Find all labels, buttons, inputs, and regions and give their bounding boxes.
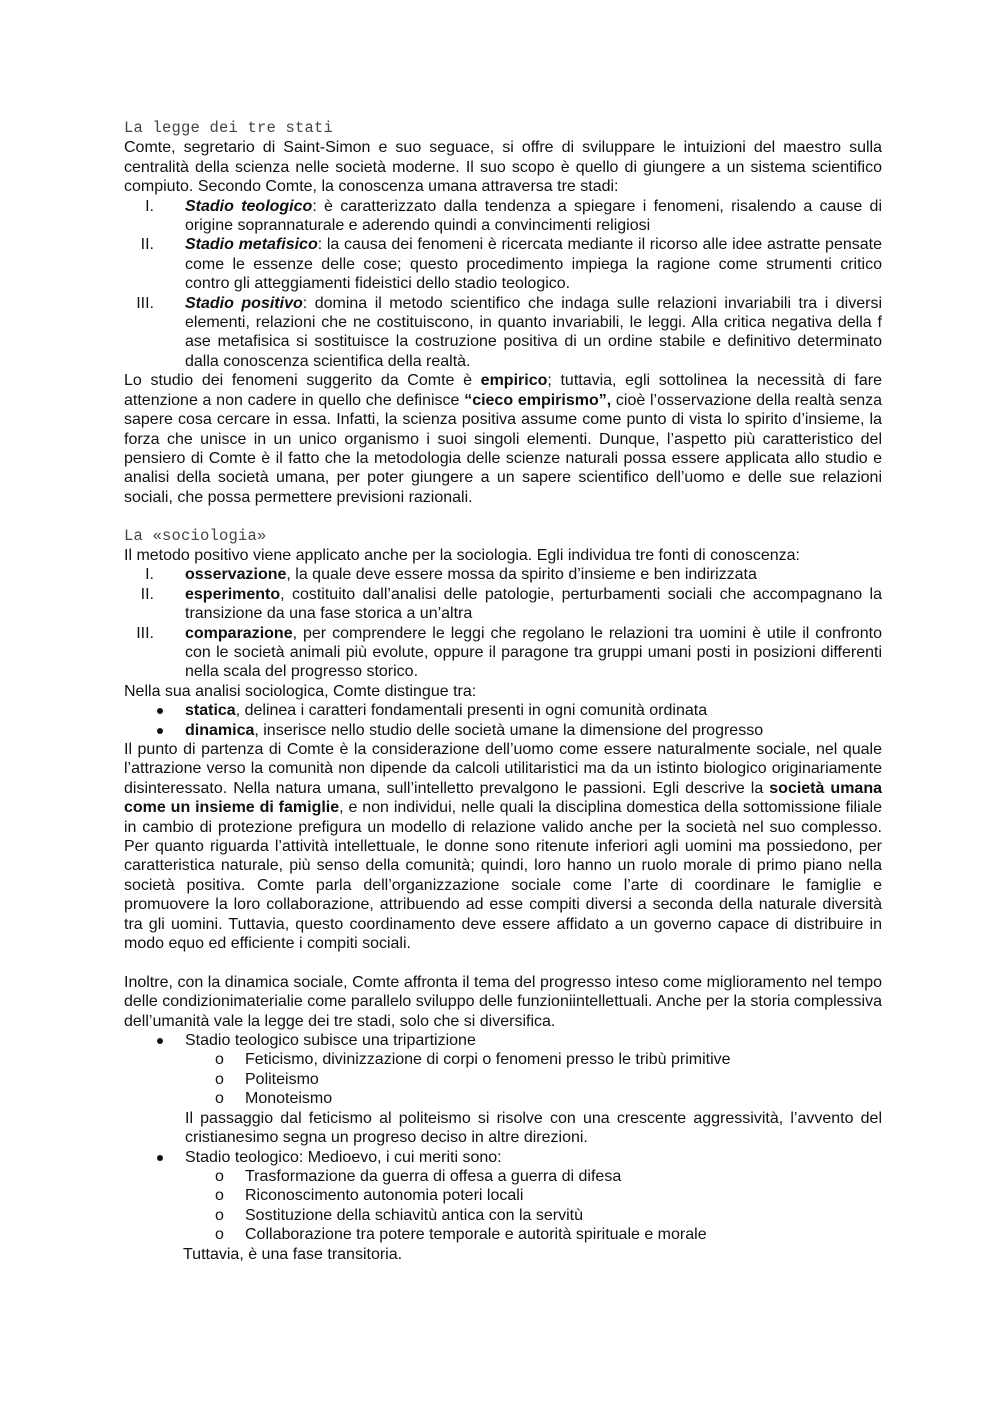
- famiglie-paragraph: Il punto di partenza di Comte è la considerazione dell’uomo come essere naturalmente sociale, nel quale l’attrazione verso la comunità non dipende da calcoli utilitaristici ma da un istinto biologico originariamente disinteressato. Nella natura umana, sull’intelletto prevalgono le passioni. Egli descrive la società umana come un insieme di famiglie, e non individui, nelle quali la disciplina domestica della sottomissione filiale in cambio di protezione prefigura un modello di relazione valido anche per la società nel suo complesso. Per quanto riguarda l’attività intellettuale, le donne sono ritenute inferiori agli uomini ma possiedono, per caratteristica naturale, più senso della comunità; quindi, loro hanno un ruolo morale di primo piano nella società positiva. Comte parla dell’organizzazione sociale come l’arte di coordinare le famiglie e promuovere la loro collaborazione, attribuendo ad esse compiti diversi a seconda della naturale diversità tra gli uomini. Tuttavia, questo coordinamento deve essere affidato a un governo capace di distribuire in modo equo ed efficiente i compiti sociali.: [124, 740, 883, 953]
- list-item: I. Stadio teologico: è caratterizzato dalla tendenza a spiegare i fenomeni, risalendo a cause di origine soprannaturale e aderendo quindi a convincimenti religiosi: [145, 197, 883, 235]
- list-item: Stadio teologico subisce una tripartizione o Feticismo, divinizzazione di corpi o fenomeni presso le tribù primitive o Politeismo o Monoteismo Il passaggio dal feticismo al politeismo si risolve con una crescente aggressività, l’avvento del cristianesimo segna un progreso deciso in altre direzioni.: [124, 1031, 882, 1147]
- distinction-intro: Nella sua analisi sociologica, Comte distingue tra:: [124, 682, 477, 700]
- list-item: o Feticismo, divinizzazione di corpi o fenomeni presso le tribù primitive: [215, 1051, 731, 1069]
- list-item: statica, delinea i caratteri fondamentali presenti in ogni comunità ordinata: [124, 701, 882, 720]
- section-title-tre-stati: La legge dei tre stati: [124, 119, 334, 137]
- list-item: o Sostituzione della schiavitù antica con la servitù: [215, 1206, 583, 1224]
- list-item: o Politeismo: [215, 1070, 319, 1088]
- circle-bullet-icon: o: [215, 1187, 224, 1205]
- empirico-paragraph: Lo studio dei fenomeni suggerito da Comte è empirico; tuttavia, egli sottolinea la necessità di fare attenzione a non cadere in quello che definisce “cieco empirismo”, cioè l’osservazione della realtà senza sapere cosa cercare in essa. Infatti, la scienza positiva assume come punto di vista lo spirito d’insieme, la forza che unisce in un unico organismo i suoi singoli elementi. Dunque, l’aspetto più caratteristico del pensiero di Comte è il fatto che la metodologia delle scienze naturali possa essere applicata allo studio e analisi della società umana, per poter giungere a un sapere scientifico dell’uomo e delle sue relazioni sociali, che possa permettere previsioni razionali.: [124, 372, 883, 506]
- distinctions-list: [124, 701, 882, 740]
- history-stages-list: [124, 1031, 882, 1244]
- circle-bullet-icon: o: [215, 1051, 224, 1069]
- circle-bullet-icon: o: [215, 1090, 224, 1108]
- bullet-icon: [157, 728, 163, 734]
- list-item: o Monoteismo: [215, 1090, 333, 1108]
- sources-list: [124, 565, 882, 681]
- sociologia-intro: Il metodo positivo viene applicato anche per la sociologia. Egli individua tre fonti di conoscenza:: [124, 546, 800, 564]
- bullet-icon: [157, 708, 163, 714]
- section-title-sociologia: La «sociologia»: [124, 526, 267, 545]
- dinamica-paragraph: Inoltre, con la dinamica sociale, Comte affronta il tema del progresso inteso come miglioramento nel tempo delle condizionimaterialie come parallelo sviluppo delle funzioniintellettuali. Anche per la storia complessiva dell’umanità vale la legge dei tre stadi, solo che si diversifica.: [124, 973, 882, 1030]
- bullet-icon: [157, 1155, 163, 1161]
- circle-bullet-icon: o: [215, 1167, 224, 1185]
- list-item: I. osservazione, la quale deve essere mossa da spirito d’insieme e ben indirizzata: [145, 566, 757, 584]
- list-item: II. Stadio metafisico: la causa dei fenomeni è ricercata mediante il ricorso alle idee astratte pensate come le essenze delle cose; questo procedimento impiega la ragione come strumenti critico contro gli atteggiamenti fideistici dello stadio teologico.: [140, 236, 882, 293]
- list-item: o Collaborazione tra potere temporale e autorità spirituale e morale: [215, 1226, 707, 1244]
- sub-list: [185, 1050, 882, 1108]
- stage-note: Il passaggio dal feticismo al politeismo si risolve con una crescente aggressività, l’avvento del cristianesimo segna un progreso deciso in altre direzioni.: [185, 1109, 882, 1147]
- list-item: o Trasformazione da guerra di offesa a guerra di difesa: [215, 1167, 622, 1185]
- circle-bullet-icon: o: [215, 1070, 224, 1088]
- closing-note: Tuttavia, è una fase transitoria.: [183, 1245, 403, 1263]
- list-item: III. Stadio positivo: domina il metodo scientifico che indaga sulle relazioni invariabili tra i diversi elementi, relazioni che ne costituiscono, in quanto invariabili, le leggi. Alla critica negativa della f ase metafisica si sostituisce la costruzione positiva di un ordine stabile e definitivo determinato dalla conoscenza scientifica della realtà.: [136, 294, 883, 370]
- bullet-icon: [157, 1038, 163, 1044]
- list-item: dinamica, inserisce nello studio delle società umane la dimensione del progresso: [124, 721, 882, 740]
- list-item: o Riconoscimento autonomia poteri locali: [215, 1187, 524, 1205]
- circle-bullet-icon: o: [215, 1206, 224, 1224]
- circle-bullet-icon: o: [215, 1226, 224, 1244]
- sub-list: [185, 1167, 882, 1245]
- intro-paragraph: Comte, segretario di Saint-Simon e suo seguace, si offre di sviluppare le intuizioni del maestro sulla centralità della scienza nelle società moderne. Il suo scopo è quello di giungere a un sistema scientifico compiuto. Secondo Comte, la conoscenza umana attraversa tre stadi:: [124, 139, 882, 196]
- list-item: II. esperimento, costituito dall’analisi delle patologie, perturbamenti sociali che accompagnano la transizione da una fase storica a un’altra: [140, 585, 882, 623]
- stages-list: [124, 197, 882, 372]
- list-item: III. comparazione, per comprendere le leggi che regolano le relazioni tra uomini è utile il confronto con le società animali più evolute, oppure il paragone tra gruppi umani posti in posizioni differenti nella scala del progresso storico.: [136, 624, 882, 681]
- list-item: Stadio teologico: Medioevo, i cui meriti sono: o Trasformazione da guerra di offesa a guerra di difesa o Riconoscimento autonomia poteri locali o Sostituzione della schiavitù antica con la servitù o Collaborazione tra potere temporale e autorità spirituale e morale: [124, 1148, 882, 1245]
